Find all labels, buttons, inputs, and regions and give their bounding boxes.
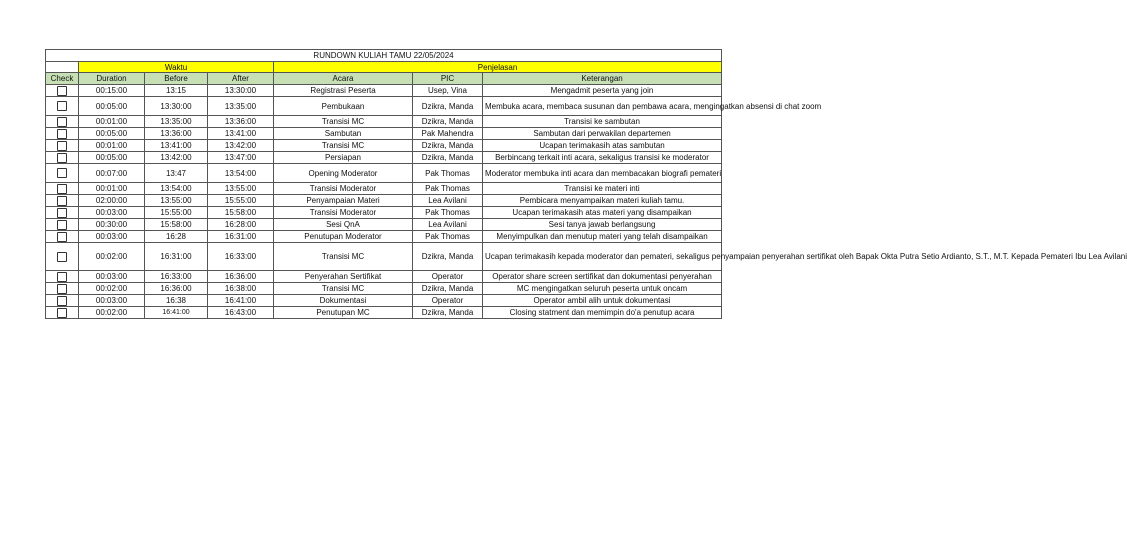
before-cell: 16:38 [145, 295, 208, 307]
row-checkbox[interactable] [57, 141, 67, 151]
group-blank-cell [46, 62, 79, 73]
duration-cell: 00:03:00 [79, 271, 145, 283]
duration-cell: 00:05:00 [79, 128, 145, 140]
keterangan-cell: Membuka acara, membaca susunan dan pembawa acara, mengingatkan absensi di chat zoom [483, 97, 722, 116]
row-checkbox[interactable] [57, 184, 67, 194]
check-cell [46, 140, 79, 152]
pic-cell: Pak Thomas [413, 164, 483, 183]
check-cell [46, 219, 79, 231]
before-cell: 13:30:00 [145, 97, 208, 116]
pic-cell: Operator [413, 271, 483, 283]
check-cell [46, 85, 79, 97]
pic-cell: Pak Thomas [413, 207, 483, 219]
row-checkbox[interactable] [57, 272, 67, 282]
before-cell: 13:54:00 [145, 183, 208, 195]
before-cell: 13:42:00 [145, 152, 208, 164]
after-cell: 16:36:00 [208, 271, 274, 283]
row-checkbox[interactable] [57, 308, 67, 318]
duration-cell: 00:02:00 [79, 243, 145, 271]
table-row [46, 97, 722, 116]
acara-cell: Transisi Moderator [274, 207, 413, 219]
col-header-check: Check [46, 73, 79, 85]
check-cell [46, 128, 79, 140]
keterangan-cell: Ucapan terimakasih atas sambutan [483, 140, 722, 152]
col-header-after: After [208, 73, 274, 85]
table-row [46, 295, 722, 307]
check-cell [46, 243, 79, 271]
row-checkbox[interactable] [57, 117, 67, 127]
after-cell: 13:54:00 [208, 164, 274, 183]
rundown-table [45, 49, 1127, 319]
acara-cell: Penutupan Moderator [274, 231, 413, 243]
after-cell: 13:30:00 [208, 85, 274, 97]
before-cell: 15:58:00 [145, 219, 208, 231]
pic-cell: Pak Thomas [413, 231, 483, 243]
duration-cell: 00:15:00 [79, 85, 145, 97]
after-cell: 16:28:00 [208, 219, 274, 231]
keterangan-cell: Operator ambil alih untuk dokumentasi [483, 295, 722, 307]
check-cell [46, 307, 79, 319]
table-row [46, 207, 722, 219]
before-cell: 13:36:00 [145, 128, 208, 140]
pic-cell: Lea Avilani [413, 219, 483, 231]
table-row [46, 85, 722, 97]
row-checkbox[interactable] [57, 232, 67, 242]
after-cell: 13:35:00 [208, 97, 274, 116]
keterangan-cell: Sesi tanya jawab berlangsung [483, 219, 722, 231]
keterangan-cell: Transisi ke materi inti [483, 183, 722, 195]
row-checkbox[interactable] [57, 208, 67, 218]
check-cell [46, 195, 79, 207]
acara-cell: Opening Moderator [274, 164, 413, 183]
keterangan-cell: Closing statment dan memimpin do'a penutup acara [483, 307, 722, 319]
after-cell: 16:38:00 [208, 283, 274, 295]
keterangan-cell: Menyimpulkan dan menutup materi yang telah disampaikan [483, 231, 722, 243]
keterangan-cell: Ucapan terimakasih kepada moderator dan pemateri, sekaligus penyampaian penyerahan sertifikat oleh Bapak Okta Putra Setio Ardianto, S.T., M.T. Kepada Pemateri Ibu Lea Avilani [483, 243, 722, 271]
acara-cell: Penyerahan Sertifikat [274, 271, 413, 283]
duration-cell: 00:01:00 [79, 140, 145, 152]
acara-cell: Dokumentasi [274, 295, 413, 307]
pic-cell: Dzikra, Manda [413, 116, 483, 128]
after-cell: 16:31:00 [208, 231, 274, 243]
table-row [46, 243, 722, 271]
table-row [46, 140, 722, 152]
before-cell: 16:36:00 [145, 283, 208, 295]
check-cell [46, 152, 79, 164]
check-cell [46, 183, 79, 195]
acara-cell: Transisi MC [274, 140, 413, 152]
col-header-before: Before [145, 73, 208, 85]
row-checkbox[interactable] [57, 252, 67, 262]
acara-cell: Transisi MC [274, 283, 413, 295]
keterangan-cell: Sambutan dari perwakilan departemen [483, 128, 722, 140]
check-cell [46, 231, 79, 243]
after-cell: 16:43:00 [208, 307, 274, 319]
check-cell [46, 283, 79, 295]
keterangan-cell: Pembicara menyampaikan materi kuliah tamu. [483, 195, 722, 207]
before-cell: 16:33:00 [145, 271, 208, 283]
before-cell: 13:47 [145, 164, 208, 183]
group-penjelasan: Penjelasan [274, 62, 722, 73]
keterangan-cell: Ucapan terimakasih atas materi yang disampaikan [483, 207, 722, 219]
row-checkbox[interactable] [57, 284, 67, 294]
acara-cell: Persiapan [274, 152, 413, 164]
pic-cell: Dzikra, Manda [413, 307, 483, 319]
after-cell: 15:58:00 [208, 207, 274, 219]
table-row [46, 219, 722, 231]
duration-cell: 00:07:00 [79, 164, 145, 183]
table-row [46, 307, 722, 319]
keterangan-cell: Operator share screen sertifikat dan dokumentasi penyerahan [483, 271, 722, 283]
group-waktu: Waktu [79, 62, 274, 73]
pic-cell: Dzikra, Manda [413, 140, 483, 152]
after-cell: 16:33:00 [208, 243, 274, 271]
row-checkbox[interactable] [57, 129, 67, 139]
after-cell: 13:42:00 [208, 140, 274, 152]
keterangan-cell: Moderator membuka inti acara dan membacakan biografi pemateri [483, 164, 722, 183]
acara-cell: Transisi Moderator [274, 183, 413, 195]
row-checkbox[interactable] [57, 168, 67, 178]
table-row [46, 183, 722, 195]
table-row [46, 128, 722, 140]
after-cell: 16:41:00 [208, 295, 274, 307]
row-checkbox[interactable] [57, 196, 67, 206]
row-checkbox[interactable] [57, 101, 67, 111]
pic-cell: Lea Avilani [413, 195, 483, 207]
pic-cell: Dzikra, Manda [413, 152, 483, 164]
before-cell: 16:31:00 [145, 243, 208, 271]
check-cell [46, 271, 79, 283]
table-row [46, 116, 722, 128]
after-cell: 13:36:00 [208, 116, 274, 128]
acara-cell: Sesi QnA [274, 219, 413, 231]
pic-cell: Pak Mahendra [413, 128, 483, 140]
pic-cell: Operator [413, 295, 483, 307]
before-cell: 16:41:00 [145, 307, 208, 319]
after-cell: 13:47:00 [208, 152, 274, 164]
pic-cell: Usep, Vina [413, 85, 483, 97]
row-checkbox[interactable] [57, 153, 67, 163]
acara-cell: Registrasi Peserta [274, 85, 413, 97]
after-cell: 13:41:00 [208, 128, 274, 140]
check-cell [46, 97, 79, 116]
before-cell: 13:41:00 [145, 140, 208, 152]
keterangan-cell: Mengadmit peserta yang join [483, 85, 722, 97]
acara-cell: Transisi MC [274, 116, 413, 128]
acara-cell: Transisi MC [274, 243, 413, 271]
duration-cell: 00:02:00 [79, 307, 145, 319]
check-cell [46, 116, 79, 128]
pic-cell: Pak Thomas [413, 183, 483, 195]
pic-cell: Dzikra, Manda [413, 97, 483, 116]
acara-cell: Penutupan MC [274, 307, 413, 319]
before-cell: 13:15 [145, 85, 208, 97]
col-header-duration: Duration [79, 73, 145, 85]
duration-cell: 00:02:00 [79, 283, 145, 295]
row-checkbox[interactable] [57, 220, 67, 230]
table-row [46, 195, 722, 207]
keterangan-cell: Transisi ke sambutan [483, 116, 722, 128]
check-cell [46, 164, 79, 183]
before-cell: 13:35:00 [145, 116, 208, 128]
table-row [46, 283, 722, 295]
col-header-pic: PIC [413, 73, 483, 85]
duration-cell: 00:03:00 [79, 207, 145, 219]
col-header-keterangan: Keterangan [483, 73, 722, 85]
keterangan-cell: MC mengingatkan seluruh peserta untuk oncam [483, 283, 722, 295]
pic-cell: Dzikra, Manda [413, 283, 483, 295]
duration-cell: 00:05:00 [79, 152, 145, 164]
row-checkbox[interactable] [57, 86, 67, 96]
duration-cell: 00:01:00 [79, 183, 145, 195]
sheet-title: RUNDOWN KULIAH TAMU 22/05/2024 [46, 50, 722, 62]
table-row [46, 231, 722, 243]
duration-cell: 00:30:00 [79, 219, 145, 231]
after-cell: 15:55:00 [208, 195, 274, 207]
keterangan-cell: Berbincang terkait inti acara, sekaligus transisi ke moderator [483, 152, 722, 164]
pic-cell: Dzikra, Manda [413, 243, 483, 271]
table-row [46, 152, 722, 164]
check-cell [46, 295, 79, 307]
duration-cell: 00:03:00 [79, 231, 145, 243]
table-row [46, 164, 722, 183]
duration-cell: 00:01:00 [79, 116, 145, 128]
col-header-acara: Acara [274, 73, 413, 85]
row-checkbox[interactable] [57, 296, 67, 306]
before-cell: 13:55:00 [145, 195, 208, 207]
duration-cell: 02:00:00 [79, 195, 145, 207]
before-cell: 15:55:00 [145, 207, 208, 219]
acara-cell: Sambutan [274, 128, 413, 140]
duration-cell: 00:05:00 [79, 97, 145, 116]
acara-cell: Pembukaan [274, 97, 413, 116]
duration-cell: 00:03:00 [79, 295, 145, 307]
after-cell: 13:55:00 [208, 183, 274, 195]
table-row [46, 271, 722, 283]
check-cell [46, 207, 79, 219]
before-cell: 16:28 [145, 231, 208, 243]
acara-cell: Penyampaian Materi [274, 195, 413, 207]
